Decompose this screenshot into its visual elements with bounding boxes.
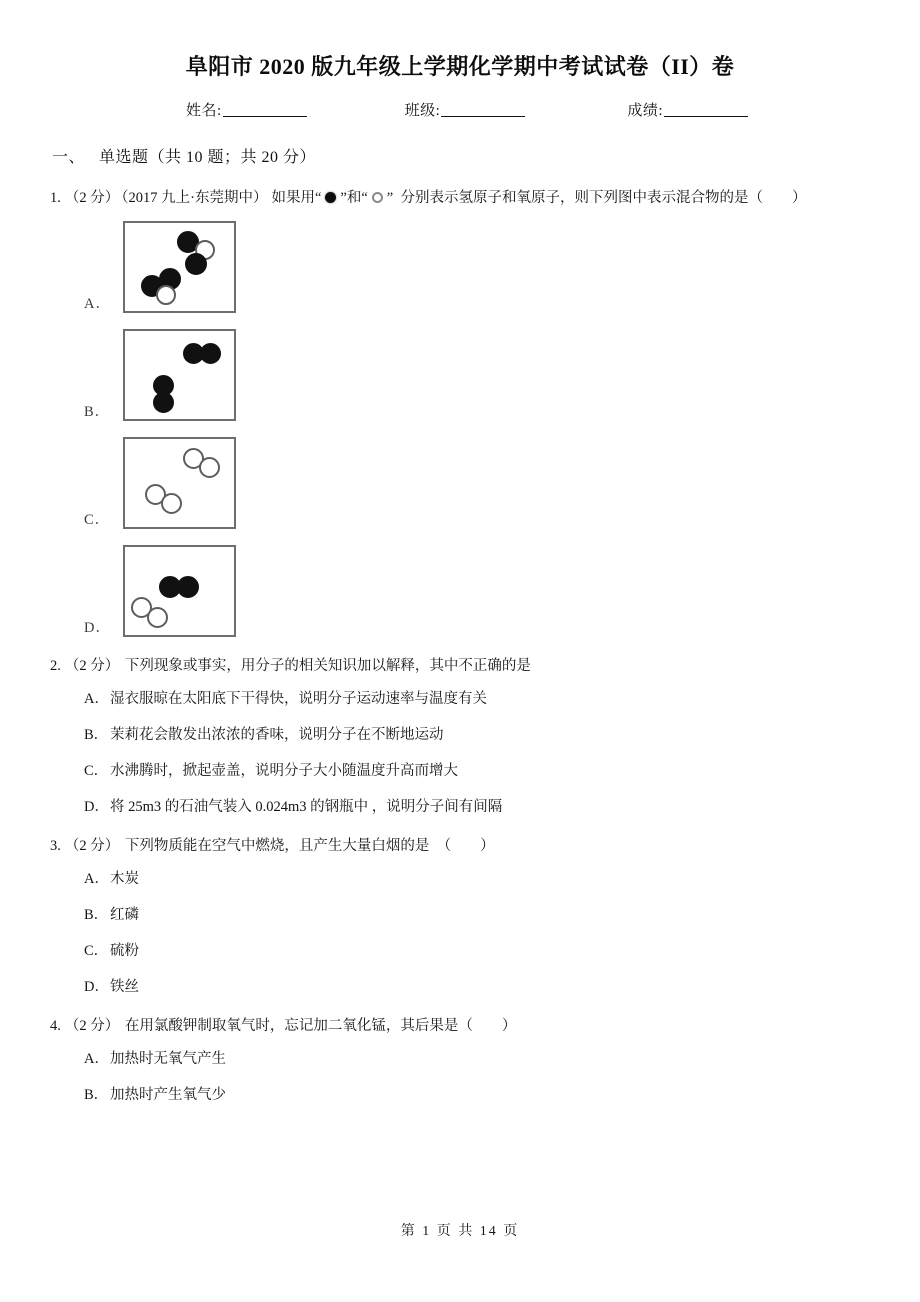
question-3-option-b-text: 红磷 [110,907,139,923]
question-2-option-d[interactable] [0,789,920,825]
question-3-option-d-letter: D． [84,979,109,995]
name-field [186,99,307,120]
question-3-option-d-text: 铁丝 [110,979,139,995]
question-2 [0,651,920,681]
question-4-option-a-letter: A． [84,1051,109,1067]
question-2-option-c[interactable] [0,753,920,789]
question-3-stem-text: 下列物质能在空气中燃烧，且产生大量白烟的是 （ ） [124,838,495,854]
question-4 [0,1011,920,1041]
question-1-option-c[interactable] [0,437,920,529]
question-3-option-d[interactable] [0,969,920,1005]
question-2-option-a-letter: A． [84,691,109,707]
page-title: 阜阳市 2020 版九年级上学期化学期中考试试卷（II）卷 [185,54,735,79]
question-1-source: （2017 九上·东莞期中） [121,190,268,206]
question-2-option-c-text: 水沸腾时，掀起壶盖，说明分子大小随温度升高而增大 [110,763,458,779]
question-2-stem-text: 下列现象或事实，用分子的相关知识加以解释，其中不正确的是 [124,658,531,674]
question-3-option-c-letter: C． [84,943,109,959]
molecule-diagram-a [123,221,236,313]
section-title: 单选题（共 10 题；共 20 分） [99,149,317,166]
question-1-stem-part3: ” [386,190,394,206]
section-number: 一、 [52,149,86,166]
question-1-stem-part1: 如果用“ [271,190,322,206]
question-4-points: （2 分） [64,1018,120,1034]
question-2-option-b-text: 茉莉花会散发出浓浓的香味，说明分子在不断地运动 [110,727,444,743]
name-field-blank[interactable] [223,101,307,117]
question-1-option-b[interactable] [0,329,920,421]
question-1-option-d[interactable] [0,545,920,637]
question-1 [0,183,920,213]
class-field-blank[interactable] [441,101,525,117]
question-4-option-b-text: 加热时产生氧气少 [110,1087,226,1103]
question-1-number: 1. [50,190,61,206]
question-4-number: 4. [50,1018,61,1034]
oxygen-atom-icon [372,192,383,203]
question-2-option-a[interactable] [0,681,920,717]
question-1-option-a-label: A． [84,296,111,312]
question-3 [0,831,920,861]
question-1-stem-part2: ”和“ [340,190,368,206]
question-2-option-b-letter: B． [84,727,109,743]
question-3-number: 3. [50,838,61,854]
page-footer: 第 1 页 共 14 页 [400,1224,520,1239]
question-4-option-b[interactable] [0,1077,920,1113]
question-2-option-d-text: 将 25m3 的石油气装入 0.024m3 的钢瓶中 ，说明分子间有间隔 [110,799,503,815]
question-3-option-a[interactable] [0,861,920,897]
hydrogen-atom-icon [325,192,336,203]
question-2-option-a-text: 湿衣服晾在太阳底下干得快，说明分子运动速率与温度有关 [110,691,487,707]
question-1-points: （2 分） [64,190,120,206]
question-2-stem [50,651,872,681]
class-field-label: 班级: [404,103,441,119]
score-field-blank[interactable] [664,101,748,117]
question-3-option-c[interactable] [0,933,920,969]
question-3-option-b[interactable] [0,897,920,933]
class-field [405,99,526,120]
question-4-stem [50,1011,872,1041]
question-4-option-b-letter: B． [84,1087,109,1103]
question-1-stem [50,183,872,213]
question-2-option-d-letter: D． [84,799,109,815]
question-2-points: （2 分） [64,658,120,674]
molecule-diagram-b [123,329,236,421]
question-3-option-b-letter: B． [84,907,109,923]
question-1-option-b-label: B． [84,404,111,420]
molecule-diagram-c [123,437,236,529]
score-field [627,99,748,120]
question-2-number: 2. [50,658,61,674]
question-2-option-c-letter: C． [84,763,109,779]
question-4-option-a-text: 加热时无氧气产生 [110,1051,226,1067]
question-3-option-a-text: 木炭 [110,871,139,887]
question-1-option-c-label: C． [84,512,111,528]
question-1-option-a[interactable] [0,221,920,313]
molecule-diagram-d [123,545,236,637]
question-3-option-a-letter: A． [84,871,109,887]
score-field-label: 成绩: [627,103,663,119]
question-3-stem [50,831,872,861]
question-2-option-b[interactable] [0,717,920,753]
question-3-option-c-text: 硫粉 [110,943,139,959]
question-1-stem-part4: 分别表示氢原子和氧原子，则下列图中表示混合物的是（ ） [400,190,807,206]
name-field-label: 姓名: [186,103,222,119]
section-heading [52,144,920,167]
question-4-option-a[interactable] [0,1041,920,1077]
question-4-stem-text: 在用氯酸钾制取氧气时，忘记加二氧化锰，其后果是（ ） [124,1018,517,1034]
student-info-row [0,99,920,120]
question-1-option-d-label: D． [84,620,111,636]
question-3-points: （2 分） [64,838,120,854]
